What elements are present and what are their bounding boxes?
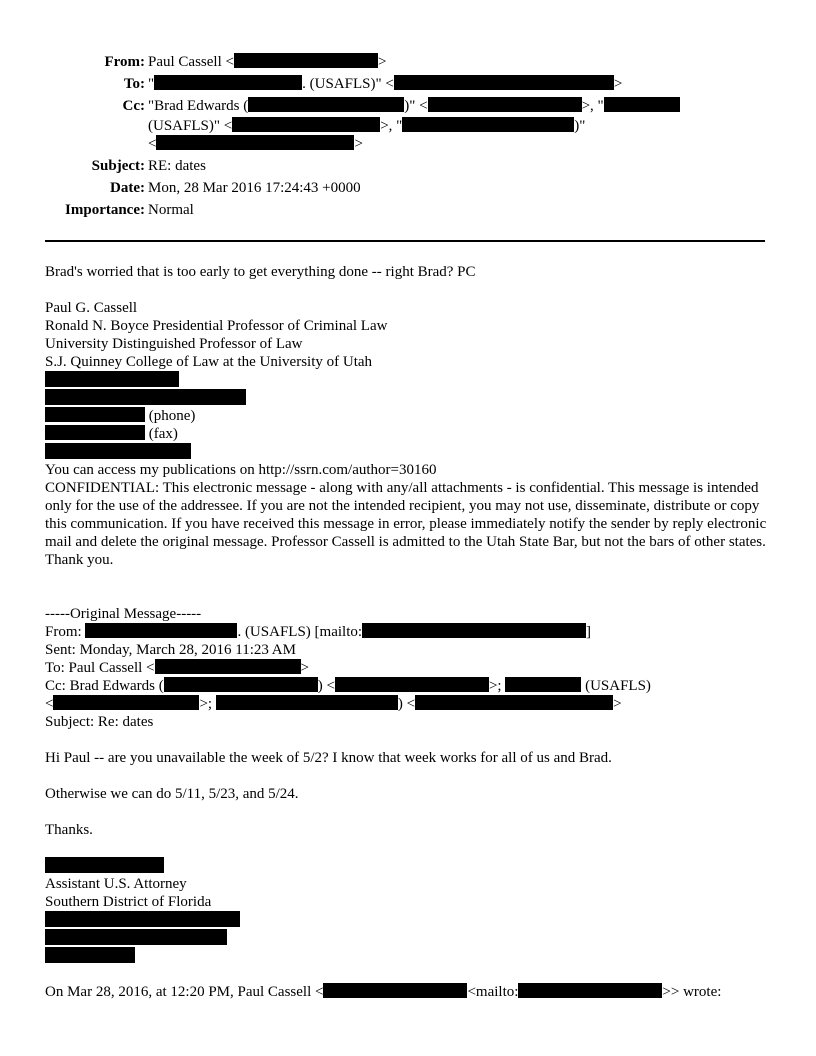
redaction-box bbox=[394, 75, 614, 90]
redaction-box bbox=[505, 677, 581, 692]
subject-value: RE: dates bbox=[148, 158, 206, 174]
redaction-box bbox=[45, 407, 145, 422]
signature-title-1: Ronald N. Boyce Presidential Professor of Criminal Law bbox=[45, 318, 388, 334]
importance-value: Normal bbox=[148, 202, 194, 218]
redaction-box bbox=[428, 97, 582, 112]
redaction-box bbox=[216, 695, 398, 710]
subject-label: Subject: bbox=[91, 158, 145, 174]
redaction-box bbox=[248, 97, 404, 112]
original-separator: -----Original Message----- bbox=[45, 606, 202, 622]
signature-school: S.J. Quinney College of Law at the University of Utah bbox=[45, 354, 373, 370]
original-message-2: Otherwise we can do 5/11, 5/23, and 5/24. bbox=[45, 786, 299, 802]
to-label: To: bbox=[123, 76, 145, 92]
from-name: Paul Cassell < bbox=[148, 54, 234, 70]
redaction-box bbox=[415, 695, 613, 710]
original-subject: Subject: Re: dates bbox=[45, 714, 154, 730]
redaction-box bbox=[45, 443, 191, 459]
original-wrote-line: On Mar 28, 2016, at 12:20 PM, Paul Cassell < <mailto: >> wrote: bbox=[45, 984, 722, 1000]
header-to-row: To: " . (USAFLS)" < > bbox=[123, 76, 623, 92]
redaction-box bbox=[85, 623, 237, 638]
redaction-box bbox=[234, 53, 378, 68]
redaction-box bbox=[335, 677, 489, 692]
original-sig-title: Assistant U.S. Attorney bbox=[45, 876, 187, 892]
date-label: Date: bbox=[110, 180, 145, 196]
original-cc-line2: < >; ) < > bbox=[45, 696, 622, 712]
date-value: Mon, 28 Mar 2016 17:24:43 +0000 bbox=[148, 180, 361, 196]
redaction-box bbox=[45, 857, 164, 873]
redaction-box bbox=[45, 929, 227, 945]
confidentiality-notice: CONFIDENTIAL: This electronic message - along with any/all attachments - is confidential. This message is intended only for the use of the addressee. If you are not the intended recipient, you may not use, disseminate, distribute or copy this communication. If you have received this message in error, please immediately notify the sender by reply electronic mail and delete the original message. Professor Cassell is admitted to the Utah State Bar, but not the bars of other states. Thank you. bbox=[45, 480, 767, 568]
from-label: From: bbox=[104, 54, 145, 70]
cc-label: Cc: bbox=[122, 98, 145, 114]
original-to: To: Paul Cassell < > bbox=[45, 660, 309, 676]
redaction-box bbox=[604, 97, 680, 112]
original-thanks: Thanks. bbox=[45, 822, 93, 838]
header-cc-row: Cc: "Brad Edwards ( )" < >, " bbox=[0, 96, 816, 116]
redaction-box bbox=[518, 983, 662, 998]
redaction-box bbox=[155, 659, 301, 674]
signature-title-2: University Distinguished Professor of Law bbox=[45, 336, 303, 352]
header-from-row: From: Paul Cassell < > bbox=[104, 54, 387, 70]
redaction-box bbox=[402, 117, 574, 132]
signature-name: Paul G. Cassell bbox=[45, 300, 138, 316]
original-sent: Sent: Monday, March 28, 2016 11:23 AM bbox=[45, 642, 296, 658]
redaction-box bbox=[154, 75, 302, 90]
redaction-box bbox=[362, 623, 586, 638]
redaction-box bbox=[45, 947, 135, 963]
redaction-box bbox=[53, 695, 199, 710]
header-date-row bbox=[0, 178, 816, 198]
publications-text: You can access my publications on http://ssrn.com/author=30160 bbox=[45, 462, 437, 478]
header-subject-row bbox=[0, 156, 816, 176]
header-divider bbox=[45, 240, 765, 242]
header-cc-line3: < > bbox=[148, 136, 363, 152]
header-importance-row bbox=[0, 200, 816, 220]
original-cc: Cc: Brad Edwards ( ) < >; (USAFLS) bbox=[45, 678, 651, 694]
signature-phone: (phone) bbox=[45, 407, 195, 425]
importance-label: Importance: bbox=[65, 202, 145, 218]
redaction-box bbox=[45, 425, 145, 440]
redaction-box bbox=[45, 911, 240, 927]
reply-text: Brad's worried that is too early to get everything done -- right Brad? PC bbox=[45, 264, 476, 280]
original-message-1: Hi Paul -- are you unavailable the week of 5/2? I know that week works for all of us and Brad. bbox=[45, 750, 612, 766]
redaction-box bbox=[156, 135, 354, 150]
signature-fax: (fax) bbox=[45, 425, 178, 443]
original-from: From: . (USAFLS) [mailto: ] bbox=[45, 624, 592, 640]
redaction-box bbox=[323, 983, 467, 998]
original-sig-office: Southern District of Florida bbox=[45, 894, 212, 910]
redaction-box bbox=[164, 677, 318, 692]
redaction-box bbox=[45, 389, 246, 405]
redaction-box bbox=[45, 371, 179, 387]
redaction-box bbox=[232, 117, 380, 132]
header-cc-line2: (USAFLS)" < >, " )" bbox=[148, 118, 586, 134]
